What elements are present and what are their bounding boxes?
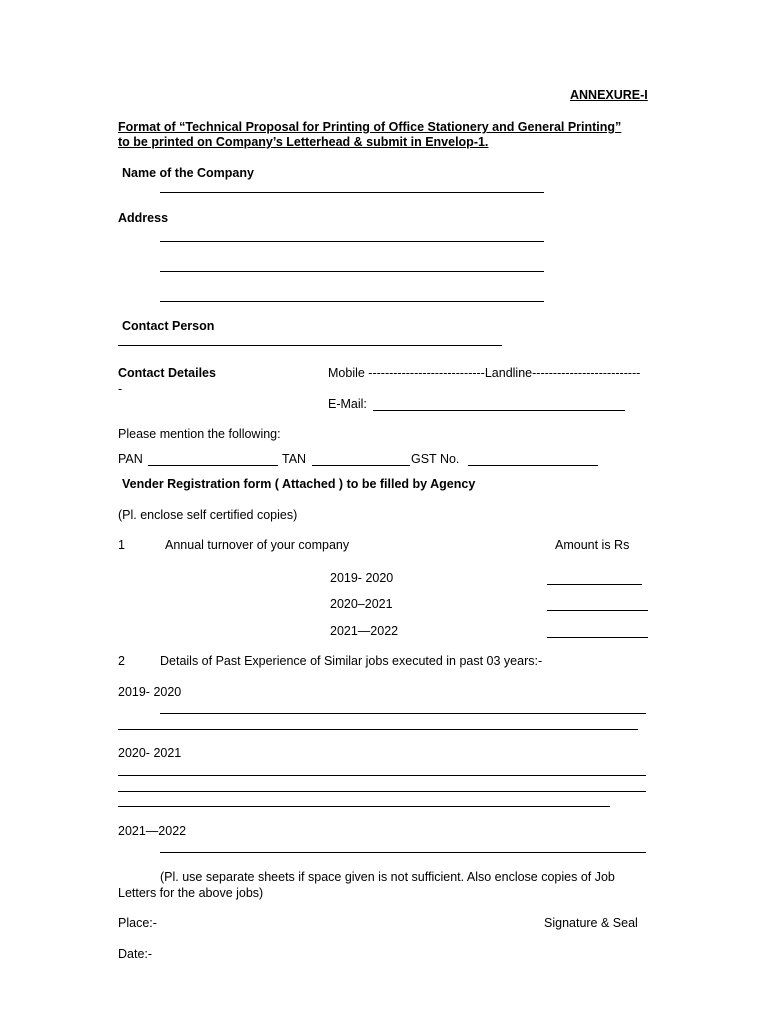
turnover-amount-line[interactable] — [547, 584, 642, 585]
experience-label: Details of Past Experience of Similar jobs executed in past 03 years:- — [160, 654, 543, 668]
turnover-label: Annual turnover of your company — [165, 538, 350, 552]
tan-label: TAN — [282, 452, 307, 466]
address-label: Address — [118, 211, 169, 225]
experience-line[interactable] — [118, 729, 638, 730]
date-label: Date:- — [118, 947, 153, 961]
experience-line[interactable] — [160, 713, 646, 714]
turnover-year: 2021—2022 — [330, 624, 399, 638]
address-line-3[interactable] — [160, 301, 544, 302]
address-line-1[interactable] — [160, 241, 544, 242]
gst-line[interactable] — [468, 465, 598, 466]
experience-year: 2020- 2021 — [118, 746, 182, 760]
experience-line[interactable] — [160, 852, 646, 853]
email-line[interactable] — [373, 410, 625, 411]
experience-line[interactable] — [118, 775, 646, 776]
contact-person-label: Contact Person — [122, 319, 215, 333]
turnover-amount-line[interactable] — [547, 610, 648, 611]
enclose-note: (Pl. enclose self certified copies) — [118, 508, 298, 522]
turnover-number: 1 — [118, 538, 125, 552]
address-line-2[interactable] — [160, 271, 544, 272]
title-line-1: Format of “Technical Proposal for Printing of Office Stationery and General Printing” — [118, 120, 622, 134]
turnover-amount-line[interactable] — [547, 637, 648, 638]
company-name-line[interactable] — [160, 192, 544, 193]
place-label: Place:- — [118, 916, 157, 930]
experience-year: 2021—2022 — [118, 824, 187, 838]
experience-number: 2 — [118, 654, 125, 668]
turnover-year: 2020–2021 — [330, 597, 393, 611]
contact-person-line[interactable] — [118, 345, 502, 346]
annexure-label: ANNEXURE-I — [570, 88, 648, 102]
vendor-registration-note: Vender Registration form ( Attached ) to be filled by Agency — [122, 477, 476, 491]
experience-line[interactable] — [118, 806, 610, 807]
contact-details-label: Contact Detailes — [118, 366, 216, 380]
tan-line[interactable] — [312, 465, 410, 466]
amount-label: Amount is Rs — [555, 538, 630, 552]
contact-details-dash: - — [118, 382, 123, 396]
company-name-label: Name of the Company — [122, 166, 254, 180]
signature-seal-label: Signature & Seal — [544, 916, 638, 930]
turnover-year: 2019- 2020 — [330, 571, 394, 585]
gst-label: GST No. — [411, 452, 460, 466]
mention-heading: Please mention the following: — [118, 427, 281, 441]
mobile-landline-field[interactable]: Mobile ----------------------------Landline-------------------------- — [328, 366, 641, 380]
experience-year: 2019- 2020 — [118, 685, 182, 699]
pan-label: PAN — [118, 452, 143, 466]
experience-line[interactable] — [118, 791, 646, 792]
separate-sheets-note-1: (Pl. use separate sheets if space given is not sufficient. Also enclose copies of Job — [160, 870, 615, 884]
pan-line[interactable] — [148, 465, 278, 466]
separate-sheets-note-2: Letters for the above jobs) — [118, 886, 264, 900]
email-label: E-Mail: — [328, 397, 367, 411]
title-line-2: to be printed on Company’s Letterhead & submit in Envelop-1. — [118, 135, 489, 149]
